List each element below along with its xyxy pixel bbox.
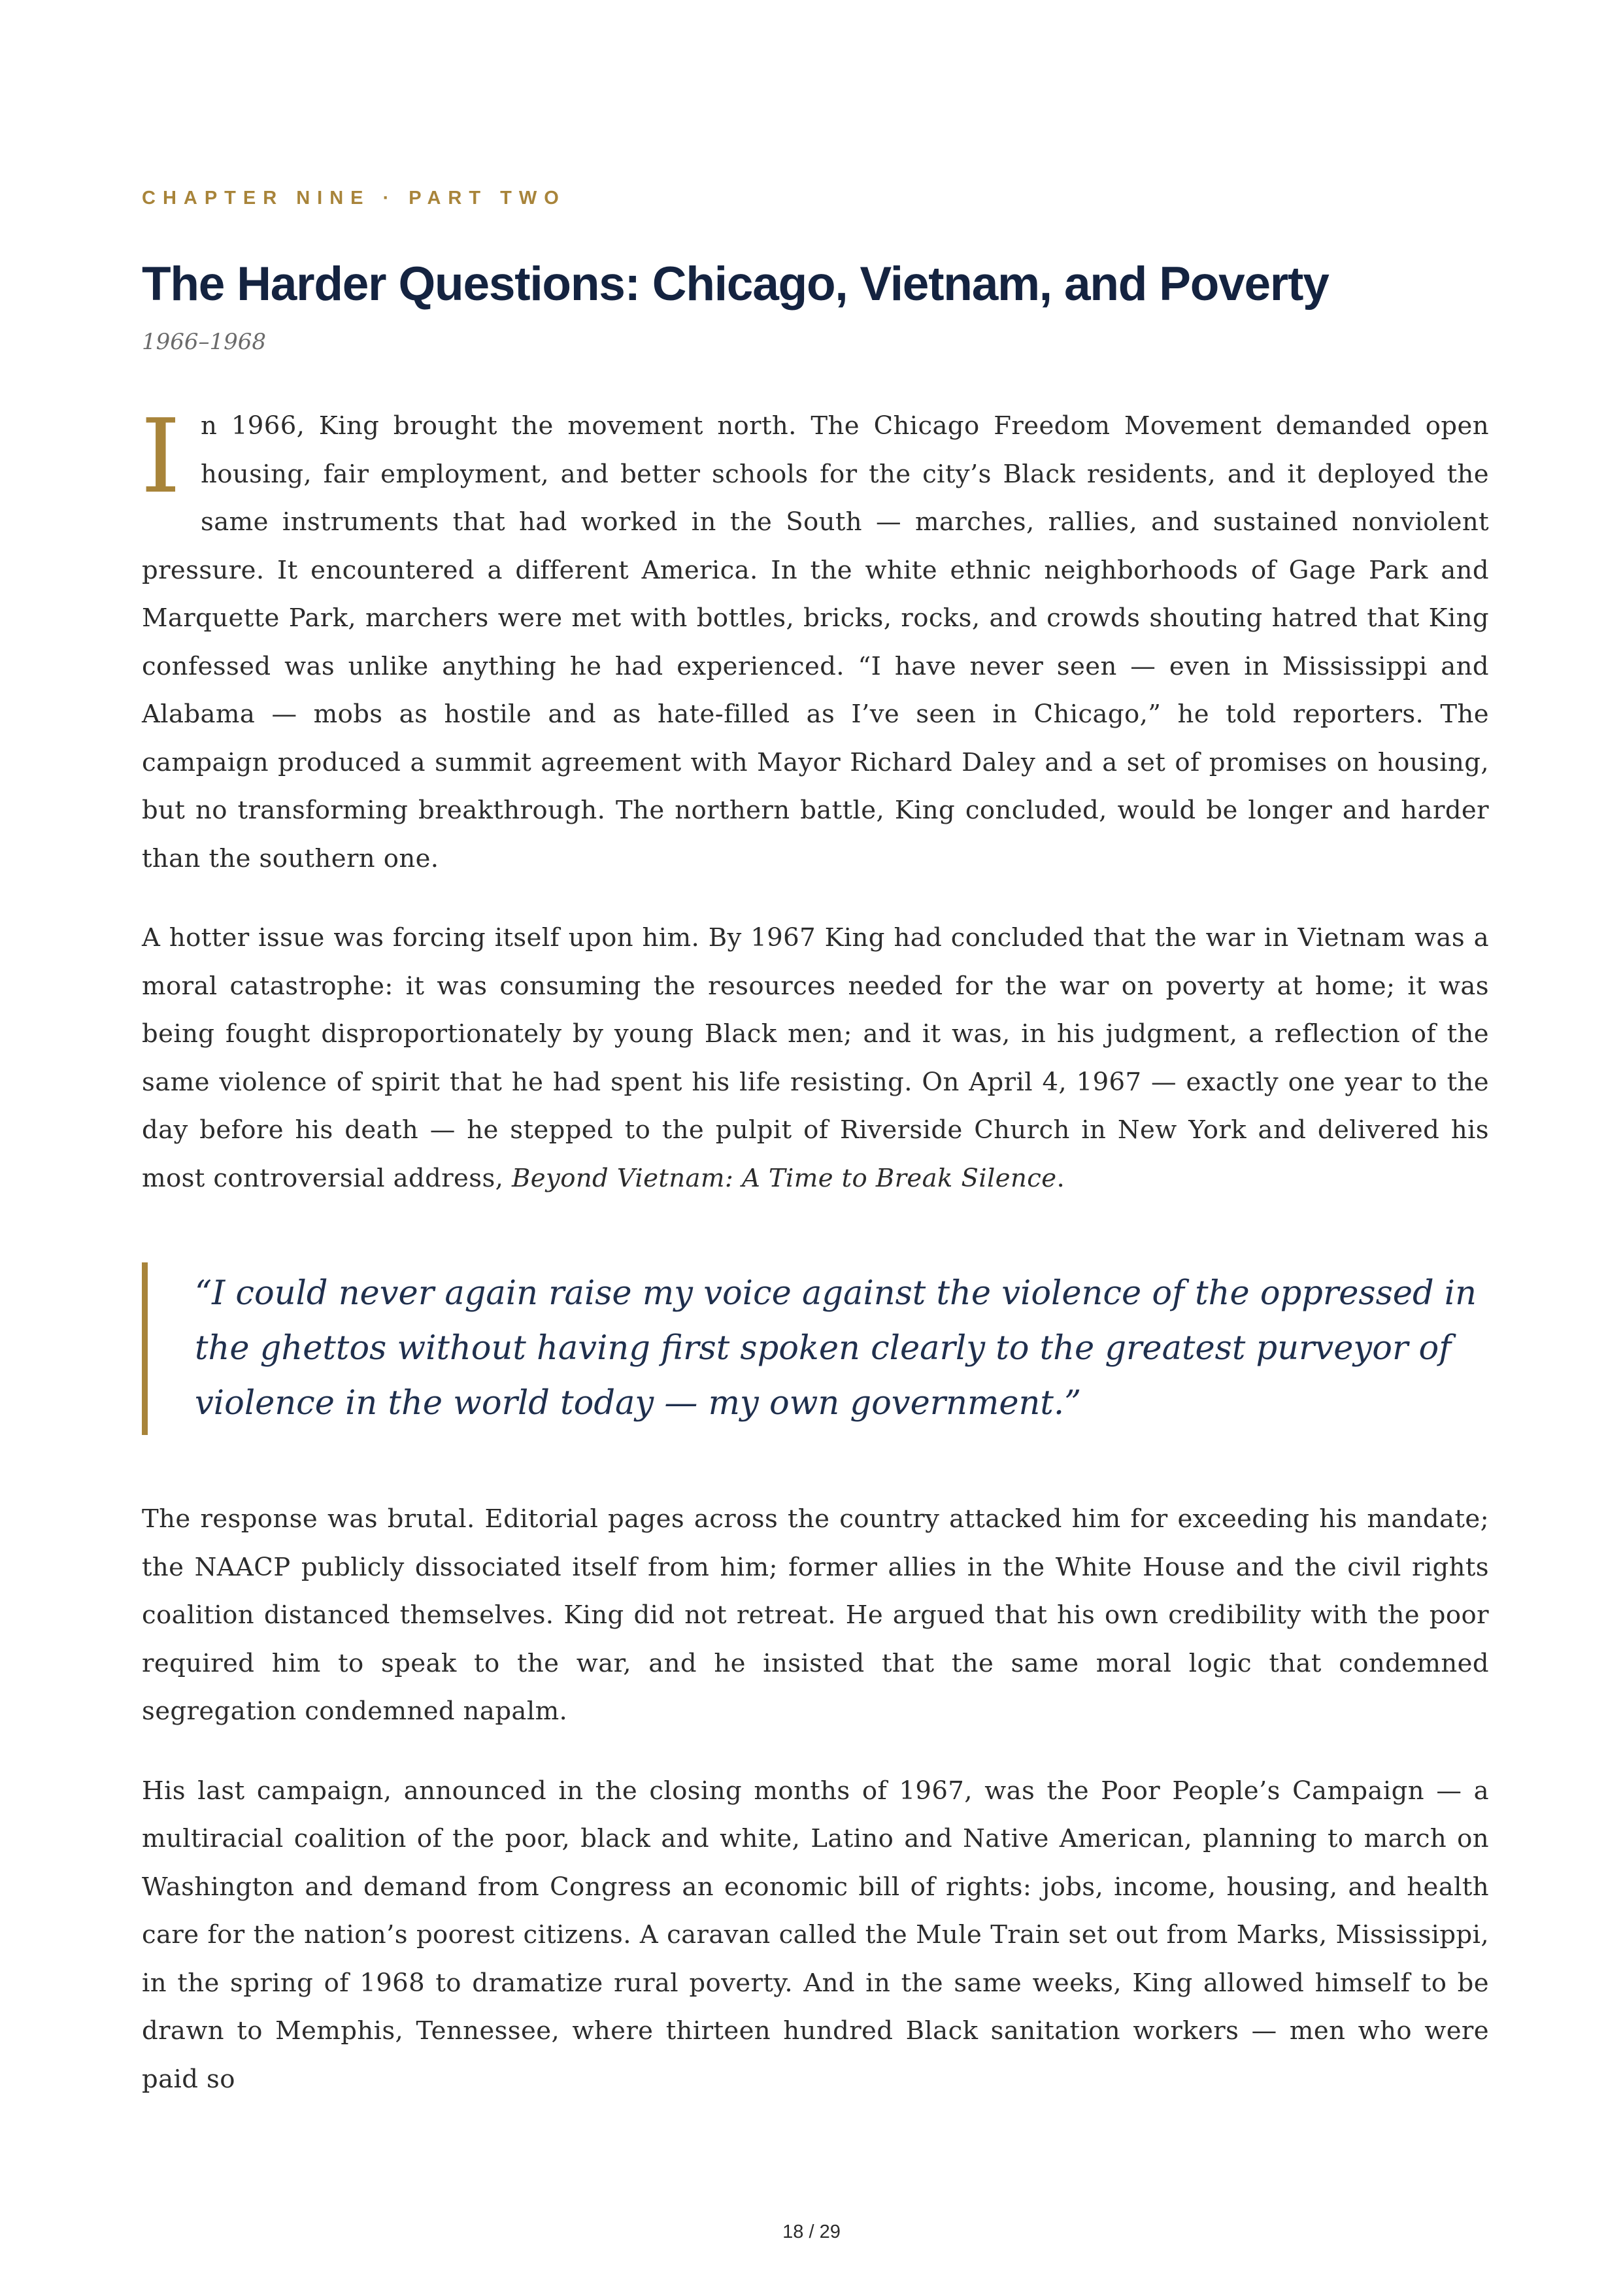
chapter-kicker: CHAPTER NINE · PART TWO	[142, 188, 566, 209]
pull-quote: “I could never again raise my voice against the violence of the oppressed in the ghettos without having first spoken clearly to the greatest purveyor of violence in the world today — my own government.”	[142, 1262, 1489, 1435]
chapter-title: The Harder Questions: Chicago, Vietnam, and Poverty	[142, 258, 1329, 311]
page-number: 18 / 29	[782, 2221, 841, 2242]
paragraph-text: A hotter issue was forcing itself upon him. By 1967 King had concluded that the war in Vietnam was a moral catastrophe: it was consuming the resources needed for the war on poverty at home; it was being fought disproportionately by young Black men; and it was, in his judgment, a reflection of the same violence of spirit that he had spent his life resisting. On April 4, 1967 — exactly one year to the day before his death — he stepped to the pulpit of Riverside Church in New York and delivered his most controversial address,	[142, 923, 1489, 1193]
paragraph-text: n 1966, King brought the movement north. The Chicago Freedom Movement demanded open housing, fair employment, and better schools for the city’s Black residents, and it deployed the same instruments that had worked in the South — marches, rallies, and sustained nonviolent pressure. It encountered a different America. In the white ethnic neighborhoods of Gage Park and Marquette Park, marchers were met with bottles, bricks, rocks, and crowds shouting hatred that King confessed was unlike anything he had experienced. “I have never seen — even in Mississippi and Alabama — mobs as hostile and as hate-filled as I’ve seen in Chicago,” he told reporters. The campaign produced a summit agreement with Mayor Richard Daley and a set of promises on housing, but no transforming breakthrough. The northern battle, King concluded, would be longer and harder than the southern one.	[142, 411, 1489, 873]
drop-cap: I	[141, 397, 182, 516]
chapter-dates: 1966–1968	[142, 329, 267, 355]
paragraph-vietnam	[142, 914, 1489, 1202]
paragraph-chicago	[141, 397, 1489, 883]
paragraph-end: .	[1056, 1163, 1065, 1193]
paragraph-response: The response was brutal. Editorial pages across the country attacked him for exceeding his mandate; the NAACP publicly dissociated itself from him; former allies in the White House and the civil rights coalition distanced themselves. King did not retreat. He argued that his own credibility with the poor required him to speak to the war, and he insisted that the same moral logic that condemned segregation condemned napalm.	[142, 1504, 1489, 1726]
paragraph-poor-peoples-campaign: His last campaign, announced in the closing months of 1967, was the Poor People’s Campaign — a multiracial coalition of the poor, black and white, Latino and Native American, planning to march on Washington and demand from Congress an economic bill of rights: jobs, income, housing, and health care for the nation’s poorest citizens. A caravan called the Mule Train set out from Marks, Mississippi, in the spring of 1968 to dramatize rural poverty. And in the same weeks, King allowed himself to be drawn to Memphis, Tennessee, where thirteen hundred Black sanitation workers — men who were paid so	[142, 1776, 1489, 2094]
speech-title: Beyond Vietnam: A Time to Break Silence	[512, 1163, 1057, 1193]
